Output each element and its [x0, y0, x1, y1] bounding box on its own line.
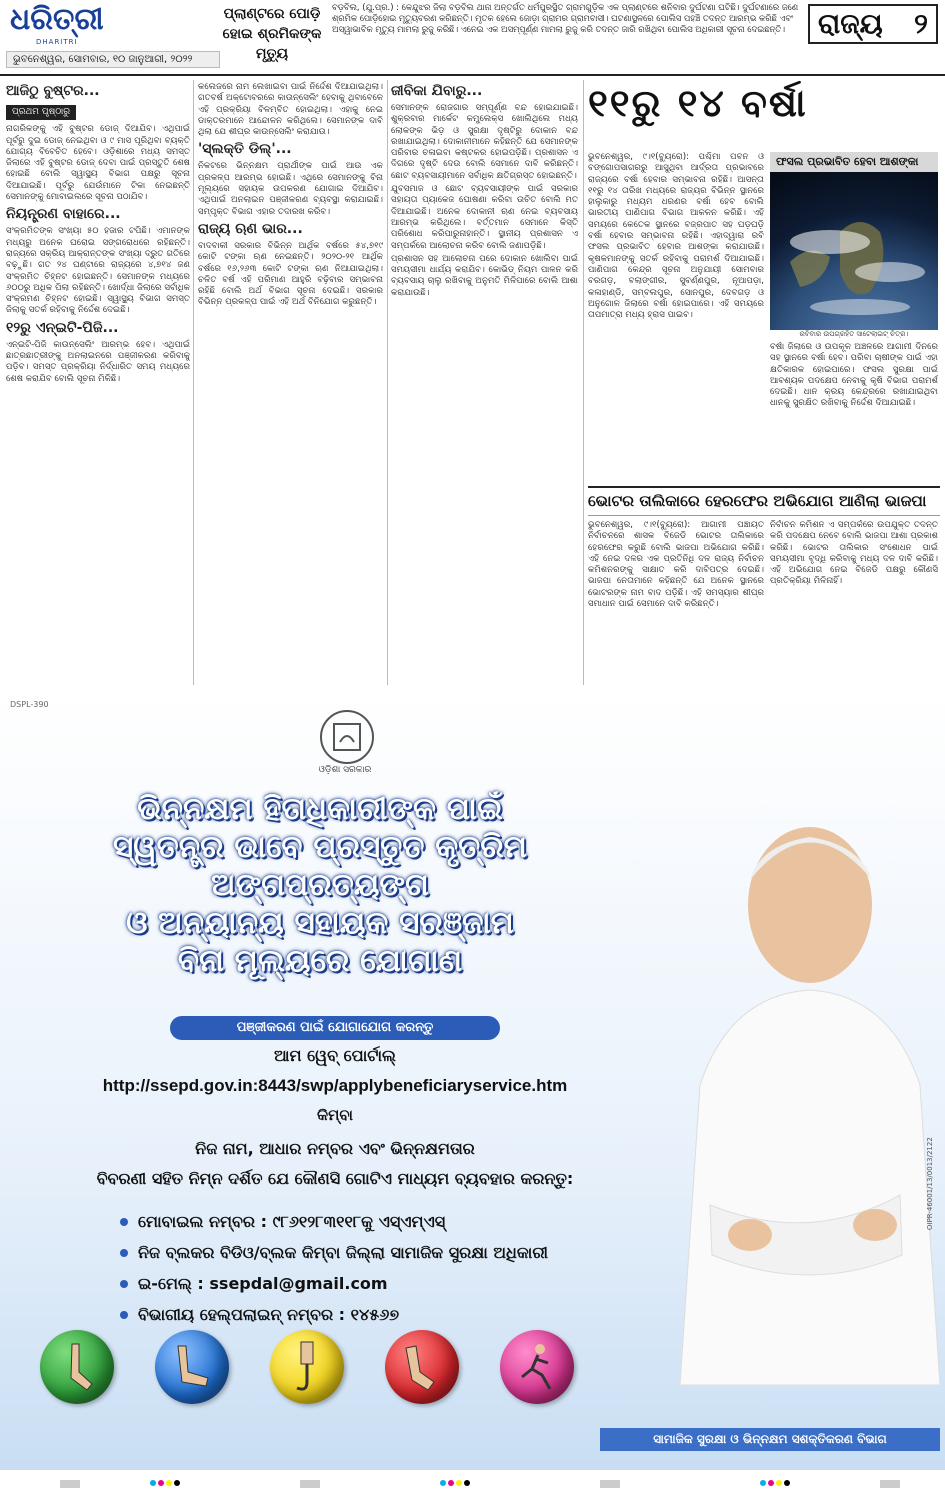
top-story-headline: ପ୍ଲାଣ୍ଟରେ ପୋଡ଼ି ହୋଇ ଶ୍ରମିକଙ୍କ ମୃତ୍ୟୁ	[222, 6, 322, 62]
newspaper-logo: ଧରିତ୍ରୀ	[10, 2, 104, 37]
list-item	[120, 1299, 640, 1330]
article-body: ନାଗରିକଙ୍କୁ ଏହି ବୁଷ୍ଟର ଡୋଜ୍ ଦିଆଯିବ। ଏଥିପାଇଁ ପୂର୍ବରୁ ଦୁଇ ଡୋଜ୍ ନେଇଥିବା ଓ ୯ ମାସ ପୂରିଥିବା ବ୍ୟକ୍ତି ଯୋଗ୍ୟ ବିବେଚିତ ହେବେ। ଓଡ଼ିଶାରେ ମଧ୍ୟ ସମସ୍ତ ଜିଲାରେ ଏହି ବୁଷ୍ଟର ଡୋଜ୍ ଦେବା ପାଇଁ ପ୍ରସ୍ତୁତି ଶେଷ ହୋଇଛି ବୋଲି ସ୍ୱାସ୍ଥ୍ୟ ବିଭାଗ ପକ୍ଷରୁ ସୂଚନା ଦିଆଯାଇଛି। ପୂର୍ବରୁ ଯେଉଁମାନେ ଟିକା ନେଇଛନ୍ତି ସେମାନଙ୍କୁ ମୋବାଇଲରେ ସୂଚନା ପଠାଯିବ।	[6, 124, 190, 203]
registration-banner: ପଞ୍ଜୀକରଣ ପାଇଁ ଯୋଗାଯୋଗ କରନ୍ତୁ	[170, 1016, 500, 1040]
section-name: ରାଜ୍ୟ	[818, 7, 883, 40]
ad-headline-line: ଭିନ୍ନକ୍ଷମ ହିତାଧିକାରୀଙ୍କ ପାଇଁ	[137, 791, 503, 827]
article-body: ସେମାନଙ୍କ ରୋଜଗାର ସମ୍ପୂର୍ଣ୍ଣ ବନ୍ଦ ହୋଇଯାଇଛି। ଶୁକ୍ରବାର ମାର୍କେଟ କମ୍ପ୍ଲେକ୍ସ ଖୋଲିଥିଲେ ମଧ୍ୟ ଲୋକଙ୍କ ଭିଡ଼ ଓ ସୁରକ୍ଷା ଦୃଷ୍ଟିରୁ ଦୋକାନ ବନ୍ଦ ରଖାଯାଇଥିଲା। ଦୋକାନୀମାନେ କହିଛନ୍ତି ଯେ ସେମାନଙ୍କ ପରିବାର ଚଳାଇବା କଷ୍ଟକର ହୋଇପଡ଼ିଛି। ପ୍ରଶାସନ ଏ ଦିଗରେ ଦୃଷ୍ଟି ଦେଉ ବୋଲି ସେମାନେ ଦାବି କରିଛନ୍ତି। ଛୋଟ ବ୍ୟବସାୟୀମାନେ ସର୍ବାଧିକ କ୍ଷତିଗ୍ରସ୍ତ ହୋଇଛନ୍ତି।	[391, 103, 578, 181]
hand-prosthesis-icon	[385, 1330, 459, 1404]
article-body: ବାଦବାକୀ ସରକାର ବିଭିନ୍ନ ଆର୍ଥିକ ବର୍ଷରେ ୫୪,୭୧୯ କୋଟି ଟଙ୍କା ଋଣ ନେଇଛନ୍ତି। ୨୦୨୦-୨୧ ଆର୍ଥିକ ବର୍ଷରେ ୧୬,୨୬୩ କୋଟି ଟଙ୍କା ଋଣ ନିଆଯାଇଥିଲା। ଚଳିତ ବର୍ଷ ଏହି ପରିମାଣ ଆହୁରି ବଢ଼ିବାର ସମ୍ଭାବନା ରହିଛି ବୋଲି ଅର୍ଥ ବିଭାଗ ସୂଚନା ଦେଇଛି। ସରକାର ବିଭିନ୍ନ ପ୍ରକଳ୍ପ ପାଇଁ ଏହି ଅର୍ଥ ବିନିଯୋଗ କରୁଛନ୍ତି।	[198, 240, 383, 308]
article-body: ସଂକ୍ରମିତଙ୍କ ସଂଖ୍ୟା ୫୦ ହଜାର ଟପିଛି। ଏମାନଙ୍କ ମଧ୍ୟରୁ ଅନେକ ଘରୋଇ ସଙ୍ଗରୋଧରେ ରହିଛନ୍ତି। ରାଜ୍ୟରେ ସକ୍ରିୟ ଆକ୍ରାନ୍ତଙ୍କ ସଂଖ୍ୟା ଦ୍ରୁତ ଗତିରେ ବଢ଼ୁଛି। ଗତ ୨୪ ଘଣ୍ଟାରେ ରାଜ୍ୟରେ ୪,୭୧୪ ଜଣ ସଂକ୍ରମିତ ଚିହ୍ନଟ ହୋଇଛନ୍ତି। ସେମାନଙ୍କ ମଧ୍ୟରେ ୬୦୦ରୁ ଅଧିକ ପିଲା ରହିଛନ୍ତି। ଖୋର୍ଦ୍ଧା ଜିଲାରେ ସର୍ବାଧିକ ସଂକ୍ରମଣ ଚିହ୍ନଟ ହୋଇଛି। ସ୍ୱାସ୍ଥ୍ୟ ବିଭାଗ ସମସ୍ତ ଜିଲାକୁ ସତର୍କ ରହିବାକୁ ନିର୍ଦ୍ଦେଶ ଦେଇଛି।	[6, 226, 190, 316]
headline-booster: ଆଜିଠୁ ବୁଷ୍ଟର...	[6, 83, 100, 99]
registration-mark	[600, 1480, 620, 1488]
column-c	[391, 80, 578, 685]
newspaper-logo-subtitle: DHARITRI	[36, 38, 78, 46]
instruction-line: ବିବରଣୀ ସହିତ ନିମ୍ନ ଦର୍ଶିତ ଯେ କୌଣସି ଗୋଟିଏ ମାଧ୍ୟମ ବ୍ୟବହାର କରନ୍ତୁ:	[96, 1169, 574, 1188]
headline-state-debt: ରାଜ୍ୟ ଋଣ ଭାର...	[198, 220, 303, 237]
bullet-icon	[120, 1311, 128, 1319]
ad-headline-line: ବିନା ମୂଲ୍ୟରେ ଯୋଗାଣ	[177, 943, 463, 979]
contact-bdo: ନିଜ ବ୍ଲକର ବିଡିଓ/ବ୍ଲକ କିମ୍ବା ଜିଲ୍ଲା ସାମାଜିକ ସୁରକ୍ଷା ଅଧିକାରୀ	[138, 1243, 548, 1262]
bullet-icon	[120, 1218, 128, 1226]
article-body: ନିକଟରେ ଭିନ୍ନକ୍ଷମ ପ୍ରାର୍ଥୀଙ୍କ ପାଇଁ ଆଉ ଏକ ପ୍ରକଳ୍ପ ଆରମ୍ଭ ହୋଇଛି। ଏଥିରେ ସେମାନଙ୍କୁ ବିନା ମୂଲ୍ୟରେ ସହାୟକ ଉପକରଣ ଯୋଗାଇ ଦିଆଯିବ। ଏଥିପାଇଁ ଅନଲାଇନ ପଞ୍ଜୀକରଣ ବ୍ୟବସ୍ଥା କରାଯାଇଛି। ସମ୍ପୃକ୍ତ ବିଭାଗ ଏହାର ତଦାରଖ କରିବ।	[198, 161, 383, 217]
satellite-image-caption: ରବିବାର ଉପଗ୍ରହିତ ସାଟେଲାଇଟ୍ ଚିତ୍ର।	[799, 330, 909, 338]
arm-prosthesis-icon	[155, 1330, 229, 1404]
registration-mark	[60, 1480, 80, 1488]
column-divider	[193, 80, 194, 685]
contact-methods-list	[120, 1206, 640, 1330]
ad-headline	[40, 790, 600, 980]
column-a	[6, 80, 190, 685]
satellite-image	[770, 172, 938, 330]
chief-minister-photo	[640, 785, 940, 1385]
headline-skill-deal: 'ସ୍ଲକ୍ତି ଡିଲ୍'...	[198, 141, 292, 158]
column-b	[198, 80, 383, 685]
bullet-icon	[120, 1280, 128, 1288]
continued-label: ପ୍ରଥମ ପୃଷ୍ଠାରୁ	[6, 105, 76, 120]
list-item	[120, 1206, 640, 1237]
masthead	[0, 0, 945, 76]
ad-code: DSPL-390	[10, 700, 49, 709]
rain-article-body-continued: ବର୍ଷା ଜିଲାରେ ଓ ଉପକୂଳ ଅଞ୍ଚଳରେ ଆଗାମୀ ଦିନରେ ସହ ସ୍ଥାନରେ ବର୍ଷା ହେବ। ପରିବା ଚାଷୀଙ୍କ ପାଇଁ ଏହା କ୍ଷତିକାରକ ହୋଇପାରେ। ଫସଲ ସୁରକ୍ଷା ପାଇଁ ଆବଶ୍ୟକ ପଦକ୍ଷେପ ନେବାକୁ କୃଷି ବିଭାଗ ପରାମର୍ଶ ଦେଇଛି। ଧାନ କ୍ରୟ କେନ୍ଦ୍ରରେ ରଖାଯାଇଥିବା ଧାନକୁ ସୁରକ୍ଷିତ ରଖିବାକୁ ନିର୍ଦ୍ଦେଶ ଦିଆଯାଇଛି।	[770, 342, 938, 409]
government-advertisement	[0, 690, 945, 1470]
article-body: ଏନ୍‌ଇଟି-ପିଜି କାଉନ୍‌ସେଲିଂ ଆରମ୍ଭ ହେବ। ଏଥିପାଇଁ ଛାତ୍ରଛାତ୍ରୀଙ୍କୁ ଅନଲାଇନରେ ପଞ୍ଜୀକରଣ କରିବାକୁ ପଡ଼ିବ। ସମସ୍ତ ପ୍ରକ୍ରିୟା ନିର୍ଦ୍ଧାରିତ ସମୟ ମଧ୍ୟରେ ଶେଷ କରାଯିବ ବୋଲି ସୂଚନା ମିଳିଛି।	[6, 339, 190, 384]
leg-prosthesis-icon	[40, 1330, 114, 1404]
column-divider	[583, 80, 584, 685]
earth-satellite-icon	[770, 172, 938, 330]
runner-prosthesis-icon	[500, 1330, 574, 1404]
govt-name: ଓଡ଼ିଶା ସରକାର	[318, 765, 372, 775]
registration-mark	[300, 1480, 320, 1488]
column-divider	[387, 80, 388, 685]
article-body: ପ୍ରଶାସନ ସହ ଆଲୋଚନା ପରେ ଦୋକାନ ଖୋଲିବା ପାଇଁ ସମୟସୀମା ଧାର୍ଯ୍ୟ କରାଯିବ। କୋଭିଡ୍ ନିୟମ ପାଳନ କରି ବ୍ୟବସାୟ ଚାଲୁ ରଖିବାକୁ ଅନୁମତି ମିଳିପାରେ ବୋଲି ଆଶା କରାଯାଉଛି।	[391, 253, 578, 298]
oipr-code: OIPR-46001/13/0013/2122	[926, 1137, 934, 1230]
rain-article-body: ଭୁବନେଶ୍ୱର, ୯।୧(ବ୍ୟୁରୋ): ପଶ୍ଚିମା ପବନ ଓ ବଙ୍ଗୋପସାଗରରୁ ଆସୁଥିବା ଆର୍ଦ୍ରତା ପ୍ରଭାବରେ ରାଜ୍ୟରେ ବର୍ଷା ହେବାର ସମ୍ଭାବନା ରହିଛି। ଆସନ୍ତା ୧୧ରୁ ୧୪ ତାରିଖ ମଧ୍ୟରେ ରାଜ୍ୟର ବିଭିନ୍ନ ସ୍ଥାନରେ ହାଲୁକାରୁ ମଧ୍ୟମ ଧରଣର ବର୍ଷା ହେବ ବୋଲି ଭାରତୀୟ ପାଣିପାଗ ବିଭାଗ ଆକଳନ କରିଛି। ଏହି ସମୟରେ କେତେକ ସ୍ଥାନରେ ବଜ୍ରପାତ ସହ ଘଡ଼ଘଡ଼ି ବର୍ଷା ହେବାର ସମ୍ଭାବନା ରହିଛି। ଏହାଦ୍ୱାରା ରବି ଫସଲ ପ୍ରଭାବିତ ହେବାର ଆଶଙ୍କା କରାଯାଉଛି। କୃଷକମାନଙ୍କୁ ସତର୍କ ରହିବାକୁ ପରାମର୍ଶ ଦିଆଯାଇଛି। ପାଣିପାଗ କେନ୍ଦ୍ର ସୂଚନା ଅନୁଯାୟୀ ସୋମବାର ବରଗଡ଼, ବଲାଙ୍ଗୀର, ସୁବର୍ଣ୍ଣପୁର, ନୂଆପଡ଼ା, କଳାହାଣ୍ଡି, ସମ୍ବଲପୁର, ସୋନପୁର, ଦେବଗଡ଼ ଓ ଅନୁଗୋଳ ଜିଲାରେ ବର୍ଷା ହୋଇପାରେ। ଏହି ସମୟରେ ତାପମାତ୍ରା ମଧ୍ୟ ହ୍ରାସ ପାଇବ।	[588, 152, 764, 321]
color-registration-dots	[440, 1480, 470, 1486]
list-item	[120, 1237, 640, 1268]
headline-neet-pg: ୧୨ରୁ ଏନ୍‌ଇଟି-ପିଜି...	[6, 319, 119, 336]
web-portal-label: ଆମ ୱେବ୍ ପୋର୍ଟାଲ୍	[274, 1046, 396, 1065]
article-body: କଲେଜରେ ନାମ ଲେଖାଇବା ପାଇଁ ନିର୍ଦ୍ଦେଶ ଦିଆଯାଇଥିଲା। ଗତବର୍ଷ ଅକ୍ଟୋବରରେ କାଉନ୍‌ସେଲିଂ ହେବାକୁ ଥିବାବେଳେ ଏହି ପ୍ରକ୍ରିୟା ବିଳମ୍ବିତ ହୋଇଥିଲା। ଏହାକୁ ନେଇ ଡାକ୍ତରମାନେ ଆନ୍ଦୋଳନ କରିଥିଲେ। ସେମାନଙ୍କ ଦାବି ଥିଲା ଯେ ଶୀଘ୍ର କାଉନ୍‌ସେଲିଂ କରାଯାଉ।	[198, 82, 383, 138]
instructions	[40, 1134, 630, 1194]
rain-headline: ୧୧ରୁ ୧୪ ବର୍ଷା	[588, 81, 808, 125]
instruction-line: ନିଜ ନାମ, ଆଧାର ନମ୍ବର ଏବଂ ଭିନ୍ନକ୍ଷମତାର	[195, 1139, 475, 1158]
foot-prosthesis-icon	[270, 1330, 344, 1404]
print-registration-strip	[0, 1472, 945, 1497]
portal-url-link[interactable]: http://ssepd.gov.in:8443/swp/applybeneficiaryservice.htm	[102, 1076, 568, 1095]
bjp-article-body: ଭୁବନେଶ୍ୱର, ୯।୧(ବ୍ୟୁରୋ): ଆଗାମୀ ପଞ୍ଚାୟତ ନିର୍ବାଚନରେ ଶାସକ ବିଜେଡି ଭୋଟର ତାଲିକାରେ ହେରଫେର କରୁଛି ବୋଲି ଭାଜପା ଅଭିଯୋଗ କରିଛି। ଏହି ନେଇ ଦଳର ଏକ ପ୍ରତିନିଧି ଦଳ ରାଜ୍ୟ ନିର୍ବାଚନ କମିଶନରଙ୍କୁ ସାକ୍ଷାତ କରି ଦାବିପତ୍ର ଦେଇଛି। ଭାଜପା ନେତାମାନେ କହିଛନ୍ତି ଯେ ଅନେକ ସ୍ଥାନରେ ଭୋଟରଙ୍କ ନାମ ବାଦ ପଡ଼ିଛି। ଏହି ସମସ୍ୟାର ଶୀଘ୍ର ସମାଧାନ ପାଇଁ ସେମାନେ ଦାବି କରିଛନ୍ତି।	[588, 520, 764, 610]
bjp-article-body-continued: ନିର୍ବାଚନ କମିଶନ ଏ ସମ୍ପର୍କରେ ଉପଯୁକ୍ତ ତଦନ୍ତ କରି ପଦକ୍ଷେପ ନେବେ ବୋଲି ଭାଜପା ଆଶା ପ୍ରକାଶ କରିଛି। ଭୋଟର ତାଲିକାର ସଂଶୋଧନ ପାଇଁ ସମୟସୀମା ବୃଦ୍ଧି କରିବାକୁ ମଧ୍ୟ ଦଳ ଦାବି କରିଛି। ଏହି ଅଭିଯୋଗ ନେଇ ବିଜେଡି ପକ୍ଷରୁ କୌଣସି ପ୍ରତିକ୍ରିୟା ମିଳିନାହିଁ।	[770, 520, 938, 587]
or-label: କିମ୍ବା	[317, 1106, 353, 1124]
rain-image-title: ଫସଲ ପ୍ରଭାବିତ ହେବା ଆଶଙ୍କା	[770, 152, 938, 172]
page-number: ୨	[914, 7, 928, 40]
ad-headline-line: ସ୍ୱତନ୍ତ୍ର ଭାବେ ପ୍ରସ୍ତୁତ କୃତ୍ରିମ ଅଙ୍ଗପ୍ରତ୍ୟଙ୍ଗ	[113, 829, 527, 903]
contact-helpline: ବିଭାଗୀୟ ହେଲ୍‌ପଲାଇନ୍ ନମ୍ବର : ୧୪୫୬୭	[138, 1305, 400, 1324]
dateline: ଭୁବନେଶ୍ୱର, ସୋମବାର, ୧୦ ଜାନୁଆରୀ, ୨୦୨୨	[6, 51, 220, 68]
ad-headline-line: ଓ ଅନ୍ୟାନ୍ୟ ସହାୟକ ସରଞ୍ଜାମ	[126, 905, 514, 941]
bjp-headline: ଭୋଟର ତାଲିକାରେ ହେରଫେର ଅଭିଯୋଗ ଆଣିଲା ଭାଜପା	[588, 486, 940, 516]
top-story-body: ବଡ଼ବିଲ, (ଯୁ.ପ୍ର.) : କେନ୍ଦୁଝର ଜିଲା ବଡ଼ବିଲ ଥାନା ଅନ୍ତର୍ଗତ ଧର୍ମପୁରସ୍ଥିତ ଗ୍ରାମଗୁଡ଼ିକ ଏକ ପ୍ଲାଣ୍ଟରେ ଶନିବାର ଦୁର୍ଘଟଣା ଘଟିଛି। ଦୁର୍ଘଟଣାରେ ଜଣେ ଶ୍ରମିକ ପୋଡ଼ିହୋଇ ମୃତ୍ୟୁବରଣ କରିଛନ୍ତି। ମୃତକ ହେଲେ ଜୋଡ଼ା ଗ୍ରାମର ଗ୍ରାମବାସୀ। ଘଟଣାସ୍ଥଳରେ ପୋଲିସ ପହଞ୍ଚି ତଦନ୍ତ ଆରମ୍ଭ କରିଛି ଏବଂ ଅସ୍ୱାଭାବିକ ମୃତ୍ୟୁ ମାମଲା ରୁଜୁ କରିଛି। ଏନେଇ ଏକ ଅସମ୍ପୂର୍ଣ୍ଣ ମାମଲା ରୁଜୁ କରି ତଦନ୍ତ ଜାରି ରଖିଥିବା ପୋଲିସ ଅଧିକାରୀ ସୂଚନା ଦେଇଛନ୍ତି।	[332, 2, 799, 34]
department-name: ସାମାଜିକ ସୁରକ୍ଷା ଓ ଭିନ୍ନକ୍ଷମ ସଶକ୍ତିକରଣ ବିଭାଗ	[600, 1428, 940, 1451]
section-header	[808, 4, 938, 44]
contact-sms: ମୋବାଇଲ ନମ୍ବର : ୯୮୬୧୨୮୩୧୧୮କୁ ଏସ୍ଏମ୍ଏସ୍	[138, 1212, 446, 1231]
contact-email[interactable]: ଇ-ମେଲ୍ : ssepdal@gmail.com	[138, 1274, 388, 1293]
odisha-emblem-icon	[320, 710, 374, 764]
color-registration-dots	[150, 1480, 180, 1486]
article-body: ଯୁବସମାଜ ଓ ଛୋଟ ବ୍ୟବସାୟୀଙ୍କ ପାଇଁ ସରକାର ସହାୟତା ପ୍ୟାକେଜ ଘୋଷଣା କରିବା ଉଚିତ ବୋଲି ମତ ଦିଆଯାଇଛି। ଅନେକ ଦୋକାନୀ ଋଣ ନେଇ ବ୍ୟବସାୟ ଆରମ୍ଭ କରିଥିଲେ। ବର୍ତ୍ତମାନ ସେମାନେ କିସ୍ତି ପରିଶୋଧ କରିପାରୁନାହାନ୍ତି। ସ୍ଥାନୀୟ ପ୍ରଶାସନ ଏ ସମ୍ପର୍କରେ ଆଲୋଚନା କରିବ ବୋଲି ଜଣାପଡ଼ିଛି।	[391, 184, 578, 251]
registration-mark	[880, 1480, 900, 1488]
bullet-icon	[120, 1249, 128, 1257]
headline-out-of-control: ନିୟନ୍ତ୍ରଣ ବାହାରେ...	[6, 206, 121, 223]
list-item	[120, 1268, 640, 1299]
color-registration-dots	[760, 1480, 790, 1486]
headline-livelihood: ଜୀବିକା ଯିବାରୁ...	[391, 83, 483, 99]
